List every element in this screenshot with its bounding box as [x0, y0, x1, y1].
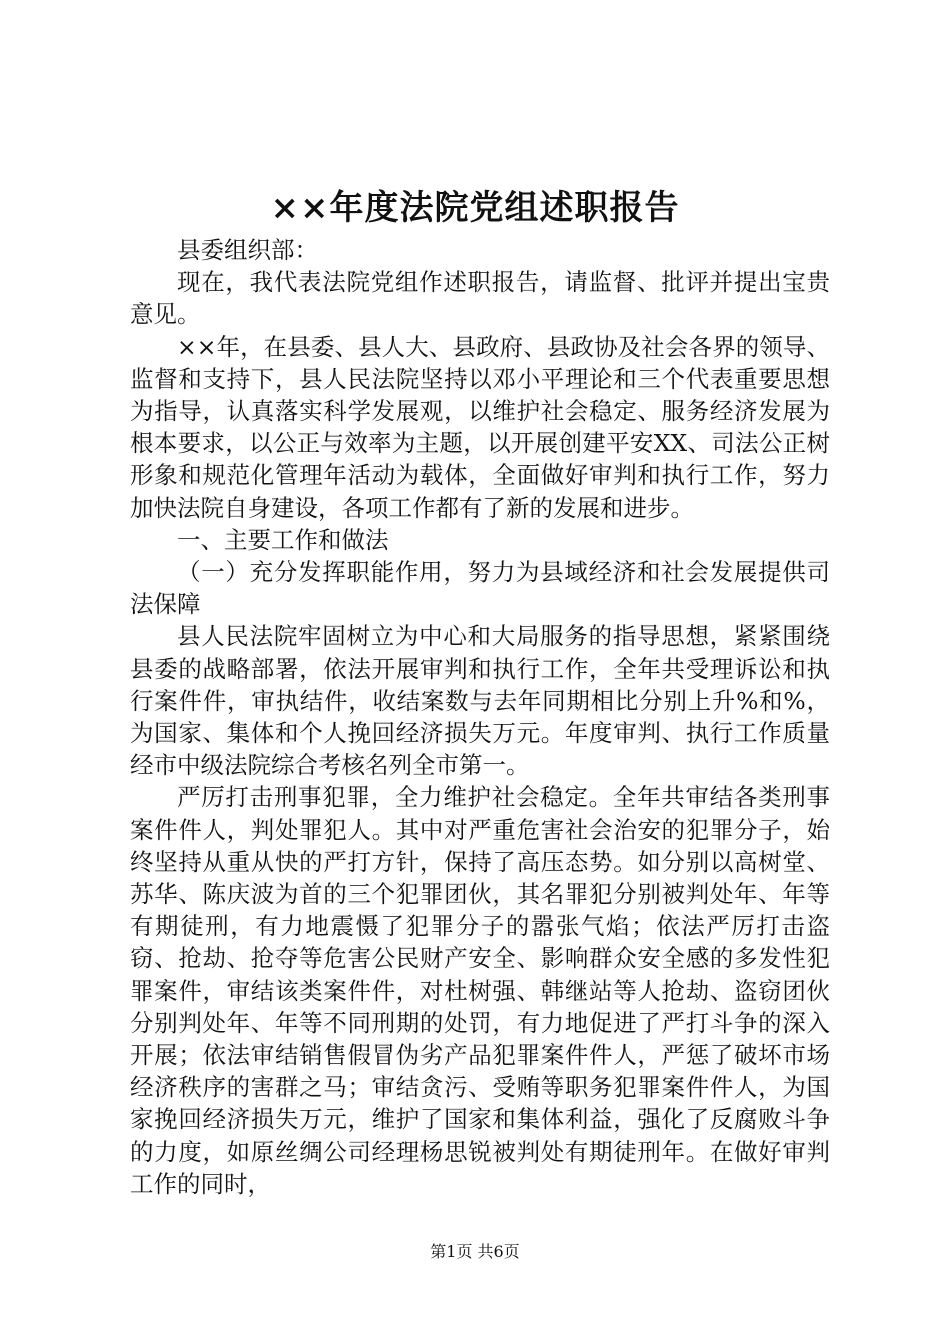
body-paragraph: 严厉打击刑事犯罪，全力维护社会稳定。全年共审结各类刑事案件件人，判处罪犯人。其中对严重危害社会治安的犯罪分子，始终坚持从重从快的严打方针，保持了高压态势。如分别以高树堂、苏华、陈庆波为首的三个犯罪团伙，其名罪犯分别被判处年、年等有期徒刑，有力地震慑了犯罪分子的嚣张气焰；依法严厉打击盗窃、抢劫、抢夺等危害公民财产安全、影响群众安全感的多发性犯罪案件，审结该类案件件，对杜树强、韩继站等人抢劫、盗窃团伙分别判处年、年等不同刑期的处罚，有力地促进了严打斗争的深入开展；依法审结销售假冒伪劣产品犯罪案件件人，严惩了破坏市场经济秩序的害群之马；审结贪污、受贿等职务犯罪案件件人，为国家挽回经济损失万元，维护了国家和集体利益，强化了反腐败斗争的力度，如原丝绸公司经理杨思锐被判处有期徒刑年。在做好审判工作的同时，: [130, 783, 830, 1198]
page-footer: 第1页 共6页: [430, 1242, 520, 1261]
document-body: [130, 234, 830, 1200]
intro-paragraph: 现在，我代表法院党组作述职报告，请监督、批评并提出宝贵意见。: [130, 268, 830, 329]
section-heading: 一、主要工作和做法: [177, 525, 389, 554]
overview-paragraph: ××年，在县委、县人大、县政府、县政协及社会各界的领导、监督和支持下，县人民法院坚持以邓小平理论和三个代表重要思想为指导，认真落实科学发展观，以维护社会稳定、服务经济发展为根本要求，以公正与效率为主题，以开展创建平安XX、司法公正树形象和规范化管理年活动为载体，全面做好审判和执行工作，努力加快法院自身建设，各项工作都有了新的发展和进步。: [130, 332, 830, 522]
document-title: ××年度法院党组述职报告: [270, 188, 680, 228]
subsection-heading: （一）充分发挥职能作用，努力为县域经济和社会发展提供司法保障: [130, 558, 830, 619]
body-paragraph: 县人民法院牢固树立为中心和大局服务的指导思想，紧紧围绕县委的战略部署，依法开展审判和执行工作，全年共受理诉讼和执行案件件，审执结件，收结案数与去年同期相比分别上升%和%，为国家、集体和个人挽回经济损失万元。年度审判、执行工作质量经市中级法院综合考核名列全市第一。: [130, 622, 830, 780]
salutation: 县委组织部：: [177, 236, 318, 264]
